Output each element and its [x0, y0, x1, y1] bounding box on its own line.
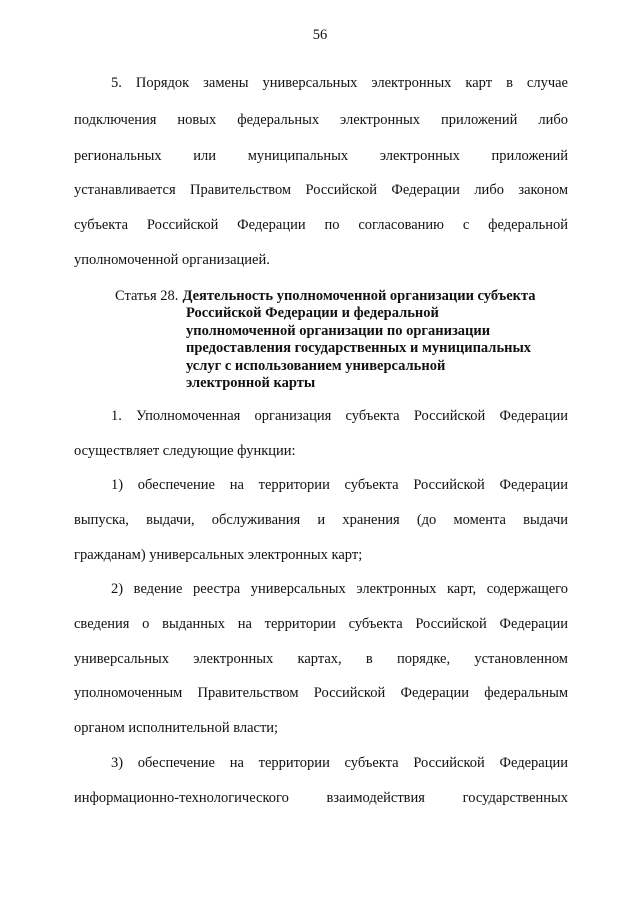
list-item-line: выпуска, выдачи, обслуживания и хранения (до момента выдачи: [74, 512, 568, 528]
article-title-line: услуг с использованием универсальной: [186, 357, 446, 374]
paragraph-line: 5. Порядок замены универсальных электронных карт в случае: [111, 75, 568, 91]
article-heading: [115, 288, 575, 392]
paragraph-line: региональных или муниципальных электронных приложений: [74, 148, 568, 164]
article-title-line: Российской Федерации и федеральной: [186, 305, 439, 322]
paragraph-line: субъекта Российской Федерации по согласованию с федеральной: [74, 217, 568, 233]
list-item-line: органом исполнительной власти;: [74, 720, 279, 736]
article-title-line: Деятельность уполномоченной организации субъекта: [182, 288, 536, 304]
article-title-cont: [115, 305, 575, 392]
list-item-line: 2) ведение реестра универсальных электронных карт, содержащего: [111, 581, 568, 597]
article-title-line: предоставления государственных и муниципальных: [186, 340, 532, 357]
paragraph-line: 1. Уполномоченная организация субъекта Российской Федерации: [111, 408, 568, 424]
article-title-line: электронной карты: [186, 375, 316, 392]
list-item-line: гражданам) универсальных электронных карт;: [74, 547, 363, 563]
list-item-line: 3) обеспечение на территории субъекта Российской Федерации: [111, 755, 568, 771]
paragraph-line: подключения новых федеральных электронных приложений либо: [74, 112, 568, 128]
list-item-line: 1) обеспечение на территории субъекта Российской Федерации: [111, 477, 568, 493]
article-title-line: уполномоченной организации по организации: [186, 322, 491, 339]
list-item-line: универсальных электронных картах, в порядке, установленном: [74, 651, 568, 667]
article-label: Статья 28.: [115, 288, 179, 304]
page-number: 56: [312, 27, 328, 43]
paragraph-line: осуществляет следующие функции:: [74, 443, 296, 459]
list-item-line: сведения о выданных на территории субъекта Российской Федерации: [74, 616, 568, 632]
list-item-line: уполномоченным Правительством Российской Федерации федеральным: [74, 685, 568, 701]
paragraph-line: уполномоченной организацией.: [74, 252, 270, 268]
paragraph-line: устанавливается Правительством Российской Федерации либо законом: [74, 182, 568, 198]
list-item-line: информационно-технологического взаимодействия государственных: [74, 790, 568, 806]
